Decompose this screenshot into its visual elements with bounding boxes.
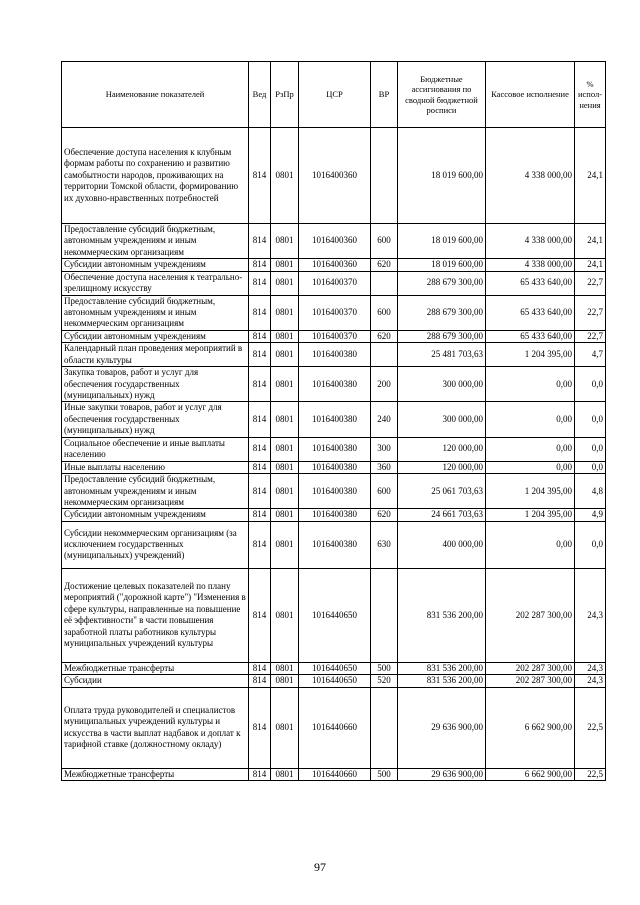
- table-row: [62, 128, 606, 224]
- cash-execution: 0,00: [486, 521, 575, 568]
- rzpr-code: 0801: [271, 474, 299, 509]
- execution-percent: 4,7: [575, 343, 606, 367]
- budget-assignment: 831 536 200,00: [398, 568, 486, 662]
- cash-execution: 1 204 395,00: [486, 509, 575, 521]
- csr-code: 1016440660: [299, 768, 371, 780]
- header-ved: Вед: [249, 62, 271, 128]
- header-assign: Бюджетные ассигнования по сводной бюджетной росписи: [398, 62, 486, 128]
- execution-percent: 22,7: [575, 295, 606, 330]
- budget-assignment: 120 000,00: [398, 461, 486, 473]
- vr-code: 600: [371, 474, 398, 509]
- ved-code: 814: [249, 224, 271, 259]
- ved-code: 814: [249, 568, 271, 662]
- vr-code: 600: [371, 224, 398, 259]
- table-row: [62, 402, 606, 437]
- ved-code: 814: [249, 343, 271, 367]
- rzpr-code: 0801: [271, 509, 299, 521]
- budget-assignment: 29 636 900,00: [398, 687, 486, 768]
- budget-assignment: 288 679 300,00: [398, 330, 486, 342]
- vr-code: 240: [371, 402, 398, 437]
- header-rzpr: РзПр: [271, 62, 299, 128]
- cash-execution: 65 433 640,00: [486, 330, 575, 342]
- execution-percent: 0,0: [575, 437, 606, 461]
- header-vr: ВР: [371, 62, 398, 128]
- table-row: [62, 509, 606, 521]
- indicator-name: Межбюджетные трансферты: [62, 662, 249, 674]
- ved-code: 814: [249, 509, 271, 521]
- cash-execution: 0,00: [486, 461, 575, 473]
- ved-code: 814: [249, 330, 271, 342]
- vr-code: 500: [371, 662, 398, 674]
- rzpr-code: 0801: [271, 675, 299, 687]
- csr-code: 1016400380: [299, 343, 371, 367]
- indicator-name: Достижение целевых показателей по плану мероприятий ("дорожной карте") "Изменения в сфере культуры, направленные на повышение её эффективности" в части повышения заработной платы работников культуры муниципальных учреждений культуры: [62, 568, 249, 662]
- budget-assignment: 18 019 600,00: [398, 259, 486, 271]
- budget-assignment: 288 679 300,00: [398, 271, 486, 295]
- indicator-name: Предоставление субсидий бюджетным, автономным учреждениям и иным некоммерческим организациям: [62, 474, 249, 509]
- ved-code: 814: [249, 259, 271, 271]
- ved-code: 814: [249, 474, 271, 509]
- execution-percent: 24,3: [575, 568, 606, 662]
- cash-execution: 0,00: [486, 367, 575, 402]
- ved-code: 814: [249, 437, 271, 461]
- rzpr-code: 0801: [271, 461, 299, 473]
- indicator-name: Предоставление субсидий бюджетным, автономным учреждениям и иным некоммерческим организациям: [62, 224, 249, 259]
- rzpr-code: 0801: [271, 687, 299, 768]
- execution-percent: 24,1: [575, 128, 606, 224]
- csr-code: 1016400360: [299, 224, 371, 259]
- csr-code: 1016440650: [299, 568, 371, 662]
- vr-code: 520: [371, 675, 398, 687]
- cash-execution: 65 433 640,00: [486, 271, 575, 295]
- budget-assignment: 25 061 703,63: [398, 474, 486, 509]
- budget-assignment: 831 536 200,00: [398, 675, 486, 687]
- indicator-name: Предоставление субсидий бюджетным, автономным учреждениям и иным некоммерческим организациям: [62, 295, 249, 330]
- table-row: [62, 675, 606, 687]
- csr-code: 1016400380: [299, 509, 371, 521]
- rzpr-code: 0801: [271, 271, 299, 295]
- ved-code: 814: [249, 662, 271, 674]
- indicator-name: Календарный план проведения мероприятий в области культуры: [62, 343, 249, 367]
- execution-percent: 24,1: [575, 259, 606, 271]
- vr-code: [371, 343, 398, 367]
- execution-percent: 22,5: [575, 768, 606, 780]
- csr-code: 1016440650: [299, 662, 371, 674]
- vr-code: 630: [371, 521, 398, 568]
- csr-code: 1016400380: [299, 437, 371, 461]
- vr-code: 600: [371, 295, 398, 330]
- cash-execution: 0,00: [486, 402, 575, 437]
- vr-code: [371, 687, 398, 768]
- ved-code: 814: [249, 687, 271, 768]
- csr-code: 1016400380: [299, 521, 371, 568]
- csr-code: 1016400380: [299, 402, 371, 437]
- table-row: [62, 568, 606, 662]
- table-row: [62, 437, 606, 461]
- execution-percent: 4,8: [575, 474, 606, 509]
- budget-assignment: 831 536 200,00: [398, 662, 486, 674]
- rzpr-code: 0801: [271, 768, 299, 780]
- vr-code: 620: [371, 259, 398, 271]
- csr-code: 1016400370: [299, 295, 371, 330]
- budget-assignment: 400 000,00: [398, 521, 486, 568]
- table-row: [62, 474, 606, 509]
- rzpr-code: 0801: [271, 568, 299, 662]
- csr-code: 1016400360: [299, 259, 371, 271]
- table-row: [62, 461, 606, 473]
- execution-percent: 24,1: [575, 224, 606, 259]
- indicator-name: Межбюджетные трансферты: [62, 768, 249, 780]
- indicator-name: Социальное обеспечение и иные выплаты населению: [62, 437, 249, 461]
- execution-percent: 0,0: [575, 461, 606, 473]
- execution-percent: 0,0: [575, 402, 606, 437]
- csr-code: 1016400380: [299, 474, 371, 509]
- header-csr: ЦСР: [299, 62, 371, 128]
- ved-code: 814: [249, 402, 271, 437]
- budget-assignment: 29 636 900,00: [398, 768, 486, 780]
- csr-code: 1016400380: [299, 461, 371, 473]
- execution-percent: 22,7: [575, 330, 606, 342]
- budget-assignment: 120 000,00: [398, 437, 486, 461]
- indicator-name: Субсидии автономным учреждениям: [62, 509, 249, 521]
- execution-percent: 0,0: [575, 367, 606, 402]
- rzpr-code: 0801: [271, 259, 299, 271]
- vr-code: 300: [371, 437, 398, 461]
- csr-code: 1016400370: [299, 271, 371, 295]
- ved-code: 814: [249, 295, 271, 330]
- budget-assignment: 18 019 600,00: [398, 128, 486, 224]
- ved-code: 814: [249, 128, 271, 224]
- vr-code: 360: [371, 461, 398, 473]
- cash-execution: 202 287 300,00: [486, 675, 575, 687]
- budget-assignment: 288 679 300,00: [398, 295, 486, 330]
- cash-execution: 1 204 395,00: [486, 474, 575, 509]
- budget-assignment: 25 481 703,63: [398, 343, 486, 367]
- rzpr-code: 0801: [271, 330, 299, 342]
- indicator-name: Иные выплаты населению: [62, 461, 249, 473]
- indicator-name: Субсидии: [62, 675, 249, 687]
- budget-assignment: 18 019 600,00: [398, 224, 486, 259]
- ved-code: 814: [249, 367, 271, 402]
- table-header-row: [62, 62, 606, 128]
- table-row: [62, 271, 606, 295]
- rzpr-code: 0801: [271, 128, 299, 224]
- csr-code: 1016400360: [299, 128, 371, 224]
- execution-percent: 4,9: [575, 509, 606, 521]
- header-cash: Кассовое исполнение: [486, 62, 575, 128]
- csr-code: 1016400380: [299, 367, 371, 402]
- budget-assignment: 300 000,00: [398, 367, 486, 402]
- indicator-name: Субсидии автономным учреждениям: [62, 330, 249, 342]
- budget-assignment: 24 661 703,63: [398, 509, 486, 521]
- vr-code: [371, 568, 398, 662]
- ved-code: 814: [249, 521, 271, 568]
- ved-code: 814: [249, 675, 271, 687]
- execution-percent: 22,7: [575, 271, 606, 295]
- csr-code: 1016440660: [299, 687, 371, 768]
- table-row: [62, 367, 606, 402]
- csr-code: 1016440650: [299, 675, 371, 687]
- cash-execution: 4 338 000,00: [486, 259, 575, 271]
- cash-execution: 202 287 300,00: [486, 662, 575, 674]
- indicator-name: Оплата труда руководителей и специалистов муниципальных учреждений культуры и искусства в части выплат надбавок и доплат к тарифной ставке (должностному окладу): [62, 687, 249, 768]
- cash-execution: 6 662 900,00: [486, 687, 575, 768]
- table-row: [62, 521, 606, 568]
- cash-execution: 4 338 000,00: [486, 224, 575, 259]
- rzpr-code: 0801: [271, 402, 299, 437]
- rzpr-code: 0801: [271, 343, 299, 367]
- indicator-name: Субсидии некоммерческим организациям (за исключением государственных (муниципальных) учреждений): [62, 521, 249, 568]
- execution-percent: 22,5: [575, 687, 606, 768]
- table-row: [62, 343, 606, 367]
- ved-code: 814: [249, 271, 271, 295]
- table-row: [62, 259, 606, 271]
- indicator-name: Закупка товаров, работ и услуг для обеспечения государственных (муниципальных) нужд: [62, 367, 249, 402]
- cash-execution: 6 662 900,00: [486, 768, 575, 780]
- ved-code: 814: [249, 461, 271, 473]
- rzpr-code: 0801: [271, 437, 299, 461]
- cash-execution: 202 287 300,00: [486, 568, 575, 662]
- vr-code: 620: [371, 330, 398, 342]
- vr-code: [371, 128, 398, 224]
- table-row: [62, 330, 606, 342]
- table-row: [62, 224, 606, 259]
- rzpr-code: 0801: [271, 521, 299, 568]
- cash-execution: 0,00: [486, 437, 575, 461]
- rzpr-code: 0801: [271, 224, 299, 259]
- table-row: [62, 768, 606, 780]
- vr-code: 500: [371, 768, 398, 780]
- vr-code: 200: [371, 367, 398, 402]
- cash-execution: 65 433 640,00: [486, 295, 575, 330]
- csr-code: 1016400370: [299, 330, 371, 342]
- table-row: [62, 295, 606, 330]
- budget-assignment: 300 000,00: [398, 402, 486, 437]
- ved-code: 814: [249, 768, 271, 780]
- execution-percent: 24,3: [575, 662, 606, 674]
- indicator-name: Иные закупки товаров, работ и услуг для обеспечения государственных (муниципальных) нужд: [62, 402, 249, 437]
- execution-percent: 24,3: [575, 675, 606, 687]
- execution-percent: 0,0: [575, 521, 606, 568]
- vr-code: [371, 271, 398, 295]
- page-number: 97: [314, 860, 326, 874]
- vr-code: 620: [371, 509, 398, 521]
- rzpr-code: 0801: [271, 295, 299, 330]
- indicator-name: Субсидии автономным учреждениям: [62, 259, 249, 271]
- cash-execution: 4 338 000,00: [486, 128, 575, 224]
- header-pct: % испол-нения: [575, 62, 606, 128]
- table-row: [62, 662, 606, 674]
- rzpr-code: 0801: [271, 662, 299, 674]
- budget-execution-table: [61, 61, 606, 781]
- rzpr-code: 0801: [271, 367, 299, 402]
- header-name: Наименование показателей: [62, 62, 249, 128]
- cash-execution: 1 204 395,00: [486, 343, 575, 367]
- indicator-name: Обеспечение доступа населения к театрально-зрелищному искусству: [62, 271, 249, 295]
- table-row: [62, 687, 606, 768]
- indicator-name: Обеспечение доступа населения к клубным формам работы по сохранению и развитию самобытности народов, проживающих на территории Томской области, формированию их духовно-нравственных потребностей: [62, 128, 249, 224]
